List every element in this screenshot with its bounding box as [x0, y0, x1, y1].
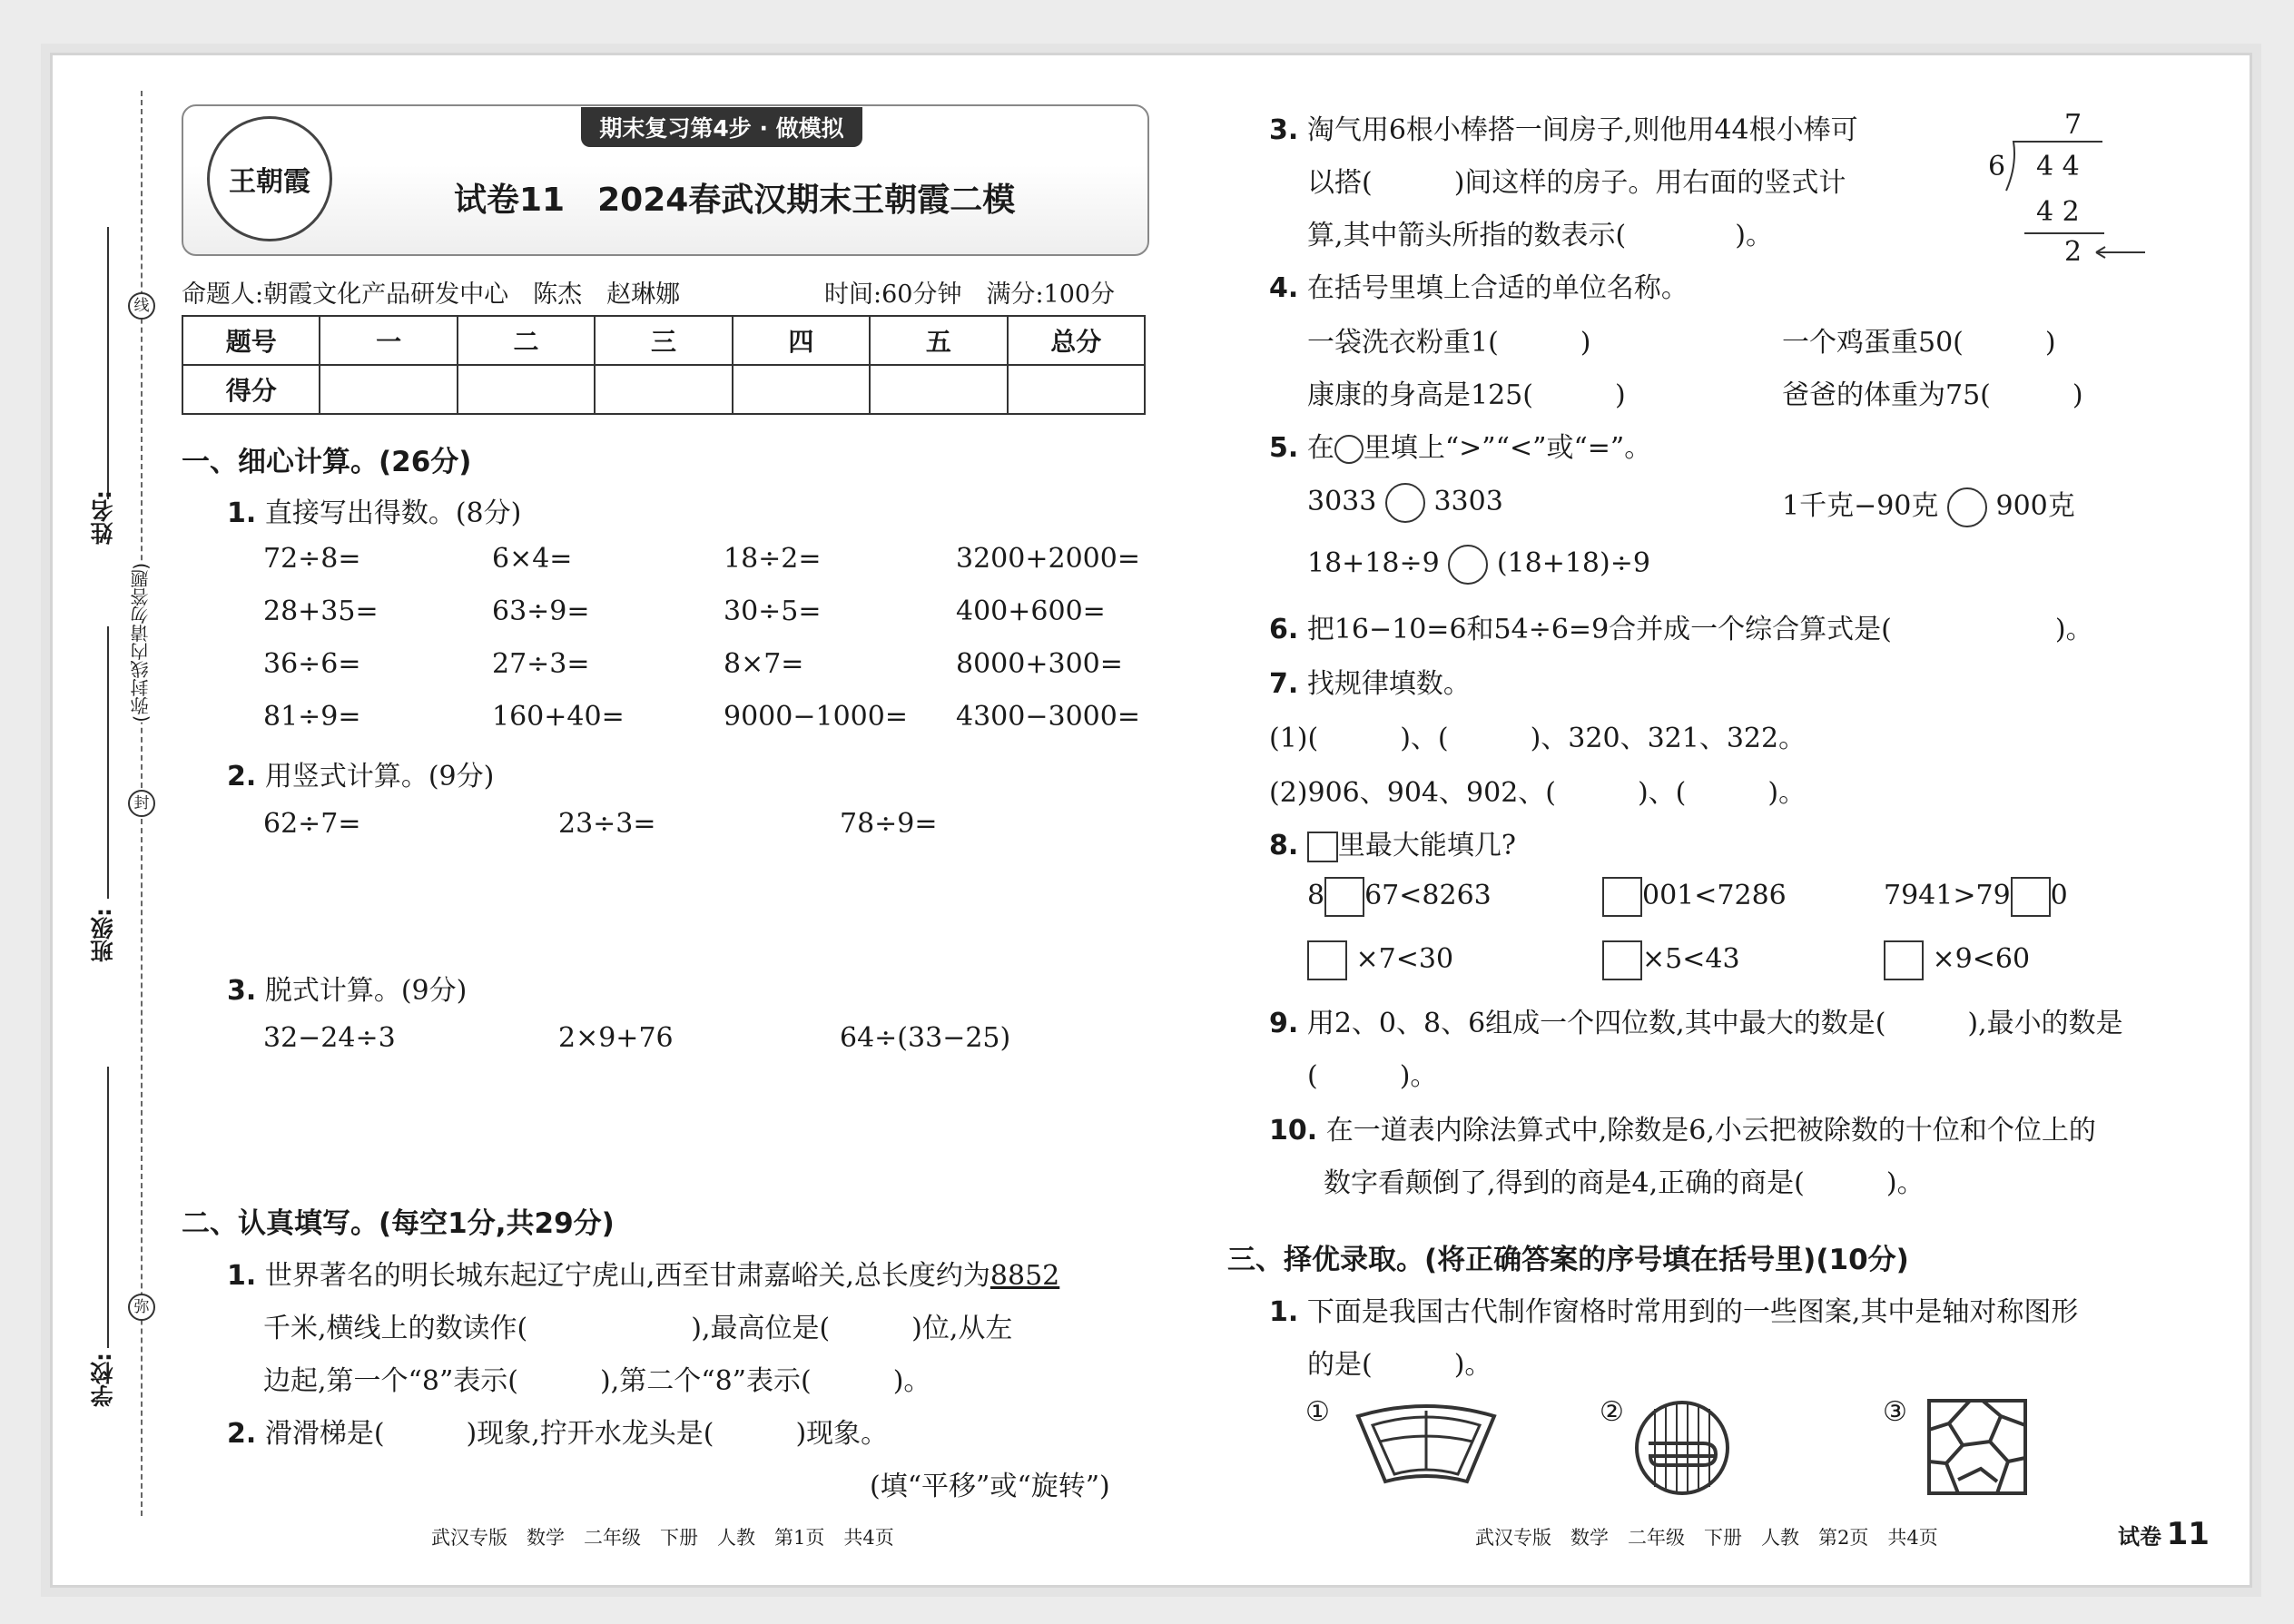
digit-post: 001<7286	[1642, 880, 1787, 911]
compare-circle[interactable]	[1947, 487, 1987, 527]
seal-mark-feng: 封	[128, 790, 155, 817]
badge-label: 试卷	[2118, 1524, 2161, 1550]
q-num: 3.	[1269, 114, 1299, 146]
compare-right: 3303	[1433, 486, 1503, 517]
q-num: 7.	[1269, 668, 1299, 700]
compare-item	[1307, 483, 1503, 523]
score-header-row	[182, 316, 1145, 365]
calc-item: 36÷6=	[263, 648, 361, 680]
s3-q1-line2: 的是( )。	[1307, 1349, 1492, 1381]
q-text: 里最大能填几?	[1337, 830, 1516, 861]
q-text: 用2、0、8、6组成一个四位数,其中最大的数是( ),最小的数是	[1306, 1008, 2123, 1039]
digit-item	[1307, 877, 1492, 917]
score-value-row	[182, 365, 1145, 414]
division-quotient: 7	[2064, 109, 2082, 141]
digit-item	[1602, 877, 1787, 917]
calc-item: 18÷2=	[724, 543, 822, 575]
compare-right: 900克	[1995, 490, 2075, 522]
division-product: 4 2	[2036, 196, 2080, 228]
q-text: 找规律填数。	[1306, 668, 1471, 700]
s2-q9-line1	[1269, 1000, 2123, 1040]
name-line	[107, 227, 109, 499]
option-label-2: ②	[1600, 1396, 1624, 1428]
calc-item: 9000−1000=	[724, 701, 908, 733]
digit-box[interactable]	[1324, 877, 1364, 917]
q-num: 6.	[1269, 614, 1299, 645]
score-cell: 总分	[1008, 316, 1145, 365]
compare-circle[interactable]	[1448, 545, 1488, 585]
q-text: 下面是我国古代制作窗格时常用到的一些图案,其中是轴对称图形	[1306, 1296, 2079, 1328]
stepwise-calc-item: 32−24÷3	[263, 1022, 396, 1054]
q-num: 2.	[227, 761, 257, 792]
unit-item: 爸爸的体重为75( )	[1782, 379, 2083, 411]
division-dividend: 4 4	[2036, 151, 2080, 182]
footer-right: 武汉专版 数学 二年级 下册 人教 第2页 共4页	[1475, 1527, 1938, 1549]
q-text: 在一道表内除法算式中,除数是6,小云把被除数的十位和个位上的	[1325, 1115, 2096, 1147]
meta-authors: 命题人:朝霞文化产品研发中心 陈杰 赵琳娜	[182, 281, 681, 309]
calc-item: 8×7=	[724, 648, 804, 680]
seal-mark-mi: 弥	[128, 1294, 155, 1321]
class-label: 班级:	[90, 908, 116, 962]
score-cell: 一	[320, 316, 457, 365]
score-input-cell[interactable]	[1008, 365, 1145, 414]
score-cell: 三	[595, 316, 732, 365]
s1-q2	[227, 753, 494, 793]
compare-item	[1782, 483, 2075, 527]
s2-q1-line2: 千米,横线上的数读作( ),最高位是( )位,从左	[263, 1313, 1013, 1344]
pattern-item: (1)( )、( )、320、321、322。	[1269, 723, 1807, 754]
circle-placeholder	[1334, 435, 1364, 464]
vertical-calc-item: 62÷7=	[263, 808, 361, 840]
cracked-ice-pattern-icon[interactable]	[1926, 1398, 2028, 1496]
q-text: 在	[1306, 432, 1334, 464]
seal-mark-xian: 线	[128, 292, 155, 320]
digit-pre: 7941>79	[1884, 880, 2011, 911]
s2-q7	[1269, 661, 1471, 701]
logo-text: 王朝霞	[229, 166, 310, 198]
score-cell: 二	[458, 316, 595, 365]
box-placeholder	[1307, 832, 1338, 862]
division-divisor: 6	[1988, 151, 2006, 182]
unit-item: 一袋洗衣粉重1( )	[1307, 327, 1591, 359]
s2-q10-line1	[1269, 1107, 2096, 1147]
q-num: 5.	[1269, 432, 1299, 464]
section1-title: 一、细心计算。(26分)	[182, 446, 472, 478]
q-num: 9.	[1269, 1008, 1299, 1039]
s2-q6	[1269, 606, 2093, 646]
pattern-item: (2)906、904、902、( )、( )。	[1269, 777, 1807, 809]
compare-left: 1千克−90克	[1782, 490, 1939, 522]
division-line	[2024, 232, 2104, 234]
q-text: 世界著名的明长城东起辽宁虎山,西至甘肃嘉峪关,总长度约为	[264, 1260, 990, 1292]
round-lattice-pattern-icon[interactable]	[1632, 1398, 1732, 1498]
s2-q2-hint: (填“平移”或“旋转”)	[870, 1471, 1110, 1502]
digit-post: 67<8263	[1364, 880, 1492, 911]
calc-item: 160+40=	[492, 701, 625, 733]
digit-item	[1884, 940, 2030, 980]
vertical-calc-item: 23÷3=	[558, 808, 656, 840]
seal-note: (弥封线内请勿答题)	[127, 563, 153, 723]
calc-item: 4300−3000=	[956, 701, 1140, 733]
section2-title: 二、认真填写。(每空1分,共29分)	[182, 1207, 615, 1240]
score-input-cell[interactable]	[458, 365, 595, 414]
q-text: 用竖式计算。(9分)	[264, 761, 495, 792]
score-cell: 四	[733, 316, 870, 365]
digit-item	[1884, 877, 2068, 917]
underlined-number: 8852	[989, 1260, 1060, 1292]
compare-right: (18+18)÷9	[1496, 547, 1650, 579]
compare-left: 18+18÷9	[1307, 547, 1440, 579]
stepwise-calc-item: 2×9+76	[558, 1022, 674, 1054]
step-tab: 期末复习第4步 · 做模拟	[581, 107, 862, 147]
page-title: 试卷11 2024春武汉期末王朝霞二模	[454, 182, 1016, 219]
calc-item: 6×4=	[492, 543, 573, 575]
s2-q4	[1269, 265, 1689, 305]
compare-circle[interactable]	[1385, 483, 1425, 523]
calc-item: 81÷9=	[263, 701, 361, 733]
s2-q1-line3: 边起,第一个“8”表示( ),第二个“8”表示( )。	[263, 1365, 931, 1397]
digit-box[interactable]	[1884, 940, 1924, 980]
calc-item: 3200+2000=	[956, 543, 1140, 575]
school-label: 学校:	[90, 1353, 116, 1407]
logo-seal	[207, 116, 332, 241]
option-label-1: ①	[1305, 1396, 1330, 1428]
calc-item: 400+600=	[956, 595, 1106, 627]
s1-q3	[227, 968, 467, 1008]
exam-badge	[2118, 1516, 2210, 1552]
score-input-cell[interactable]	[595, 365, 732, 414]
digit-box[interactable]	[1602, 940, 1642, 980]
name-label: 姓名:	[90, 490, 116, 545]
digit-post: 0	[2050, 880, 2068, 911]
q-text: 在括号里填上合适的单位名称。	[1306, 272, 1689, 304]
q-num: 10.	[1269, 1115, 1318, 1147]
s3-q1-line1	[1269, 1289, 2078, 1329]
q-num: 8.	[1269, 830, 1299, 861]
s2-q3-line3: 算,其中箭头所指的数表示( )。	[1307, 220, 1773, 251]
badge-number: 11	[2166, 1516, 2210, 1552]
score-cell: 得分	[182, 365, 320, 414]
digit-box[interactable]	[2011, 877, 2051, 917]
digit-post: ×5<43	[1642, 943, 1740, 975]
s2-q3-line1	[1269, 107, 1858, 147]
calc-item: 28+35=	[263, 595, 379, 627]
q-num: 2.	[227, 1418, 257, 1450]
s2-q3-line2: 以搭( )间这样的房子。用右面的竖式计	[1307, 167, 1846, 199]
division-remainder: 2	[2064, 236, 2082, 268]
q-num: 3.	[227, 975, 257, 1007]
q-num: 1.	[227, 497, 257, 529]
meta-time: 时间:60分钟 满分:100分	[824, 281, 1116, 309]
digit-pre: 8	[1307, 880, 1325, 911]
s2-q1-line1	[227, 1253, 1059, 1293]
q-num: 4.	[1269, 272, 1299, 304]
s2-q5	[1269, 425, 1651, 465]
q-text: 直接写出得数。(8分)	[264, 497, 522, 529]
digit-box[interactable]	[1307, 940, 1347, 980]
calc-item: 30÷5=	[724, 595, 822, 627]
footer-left: 武汉专版 数学 二年级 下册 人教 第1页 共4页	[431, 1527, 894, 1549]
stepwise-calc-item: 64÷(33−25)	[840, 1022, 1011, 1054]
unit-item: 一个鸡蛋重50( )	[1782, 327, 2056, 359]
vertical-calc-item: 78÷9=	[840, 808, 938, 840]
digit-post: ×9<60	[1932, 943, 2031, 975]
unit-item: 康康的身高是125( )	[1307, 379, 1626, 411]
calc-item: 27÷3=	[492, 648, 590, 680]
score-table	[182, 315, 1146, 415]
q-text: 里填上“>”“<”或“=”。	[1363, 432, 1652, 464]
calc-item: 72÷8=	[263, 543, 361, 575]
compare-left: 3033	[1307, 486, 1377, 517]
calc-item: 63÷9=	[492, 595, 590, 627]
q-text: 脱式计算。(9分)	[264, 975, 468, 1007]
s2-q9-line2: ( )。	[1307, 1060, 1438, 1092]
score-cell: 题号	[182, 316, 320, 365]
s1-q1	[227, 490, 521, 530]
compare-item	[1307, 545, 1650, 585]
s2-q10-line2: 数字看颠倒了,得到的商是4,正确的商是( )。	[1324, 1167, 1925, 1199]
q-num: 1.	[227, 1260, 257, 1292]
calc-item: 8000+300=	[956, 648, 1123, 680]
q-num: 1.	[1269, 1296, 1299, 1328]
digit-post: ×7<30	[1355, 943, 1454, 975]
score-input-cell[interactable]	[733, 365, 870, 414]
digit-item	[1307, 940, 1453, 980]
q-text: 淘气用6根小棒搭一间房子,则他用44根小棒可	[1306, 114, 1858, 146]
q-text: 把16−10=6和54÷6=9合并成一个综合算式是( )。	[1306, 614, 2093, 645]
digit-item	[1602, 940, 1740, 980]
arrow-icon	[2092, 243, 2147, 261]
class-line	[107, 626, 109, 899]
fan-window-pattern-icon[interactable]	[1349, 1398, 1503, 1489]
section3-title: 三、择优录取。(将正确答案的序号填在括号里)(10分)	[1227, 1244, 1909, 1276]
digit-box[interactable]	[1602, 877, 1642, 917]
s2-q2-line1	[227, 1411, 888, 1451]
score-input-cell[interactable]	[320, 365, 457, 414]
score-input-cell[interactable]	[870, 365, 1007, 414]
option-label-3: ③	[1883, 1396, 1907, 1428]
q-text: 滑滑梯是( )现象,拧开水龙头是( )现象。	[264, 1418, 889, 1450]
s2-q8	[1269, 822, 1516, 862]
school-line	[107, 1067, 109, 1348]
score-cell: 五	[870, 316, 1007, 365]
